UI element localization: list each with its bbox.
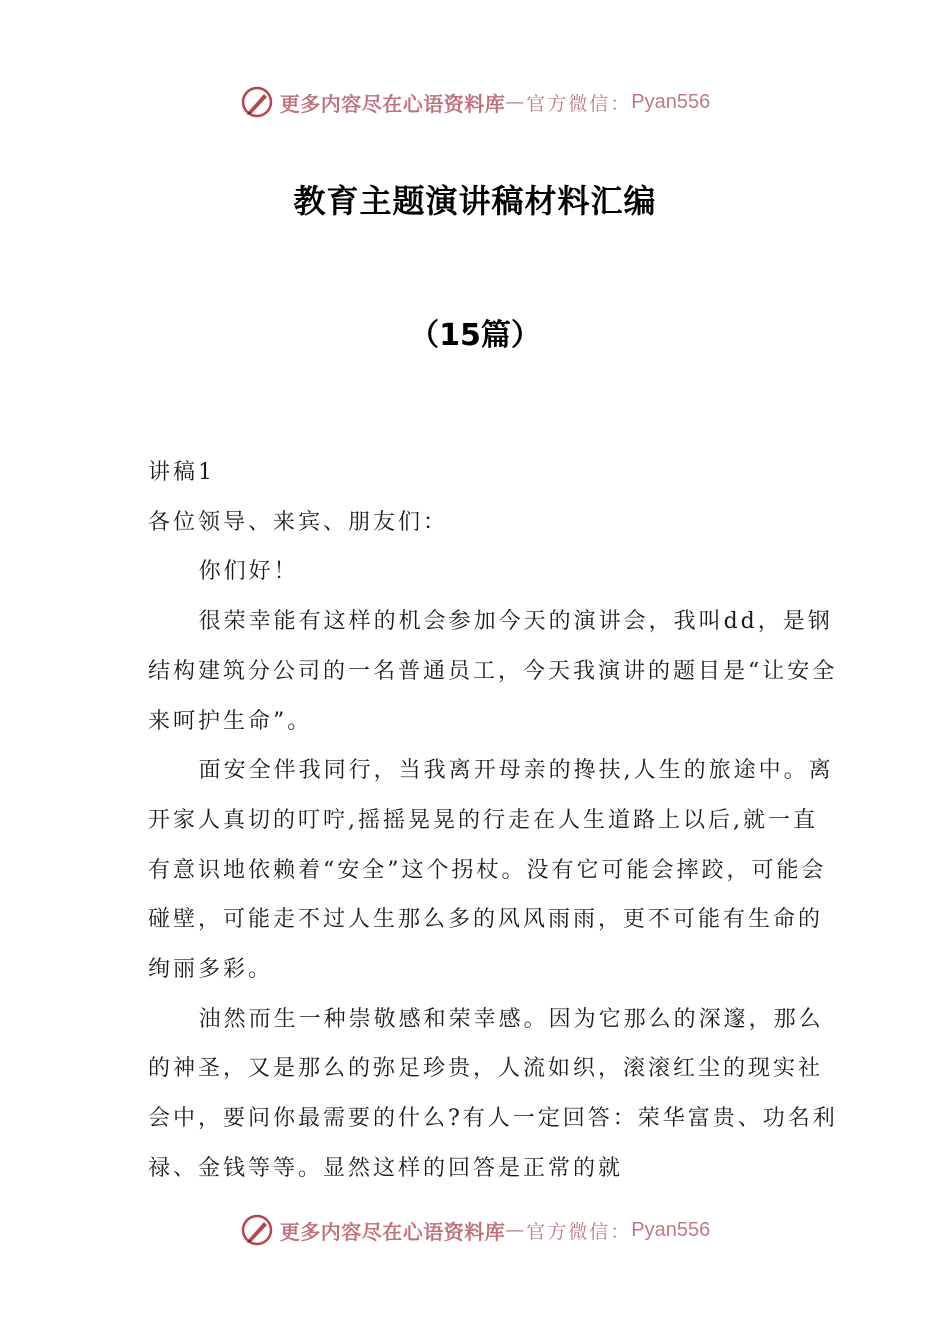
- banner-wechat-id: Pyan556: [631, 90, 711, 113]
- section-label: 讲稿1: [148, 460, 215, 485]
- paragraph: 很荣幸能有这样的机会参加今天的演讲会，我叫dd，是钢结构建筑分公司的一名普通员工，今天我演讲的题目是“让安全来呵护生命”。: [148, 609, 838, 734]
- banner-dash: —: [505, 1219, 527, 1241]
- document-title: 教育主题演讲稿材料汇编: [293, 182, 657, 220]
- banner-brand-text: 更多内容尽在心语资料库: [279, 1219, 506, 1244]
- banner-wechat-label: 官方微信：: [526, 1220, 632, 1243]
- document-subtitle: （15篇）: [409, 318, 541, 353]
- salutation: 各位领导、来宾、朋友们：: [148, 509, 449, 535]
- pen-logo-icon: [240, 1213, 274, 1247]
- greeting: 你们好！: [198, 559, 299, 585]
- paragraph: 油然而生一种崇敬感和荣幸感。因为它那么的深邃，那么的神圣，又是那么的弥足珍贵，人流如织，滚滚红尘的现实社会中，要问你最需要的什么?有人一定回答：荣华富贵、功名利禄、金钱等等。显然这样的回答是正常的就: [148, 1006, 838, 1181]
- banner-dash: —: [505, 91, 527, 113]
- document-body: [148, 448, 838, 1194]
- footer-banner: [0, 1210, 950, 1250]
- pen-logo-icon: [240, 85, 274, 119]
- header-banner: [0, 82, 950, 122]
- banner-wechat-id: Pyan556: [631, 1218, 711, 1241]
- paragraph: 面安全伴我同行，当我离开母亲的搀扶,人生的旅途中。离开家人真切的叮咛,摇摇晃晃的行走在人生道路上以后,就一直有意识地依赖着“安全”这个拐杖。没有它可能会摔跤，可能会碰壁，可能走不过人生那么多的风风雨雨，更不可能有生命的绚丽多彩。: [148, 758, 834, 983]
- banner-brand-text: 更多内容尽在心语资料库: [279, 91, 506, 116]
- banner-wechat-label: 官方微信：: [526, 92, 632, 115]
